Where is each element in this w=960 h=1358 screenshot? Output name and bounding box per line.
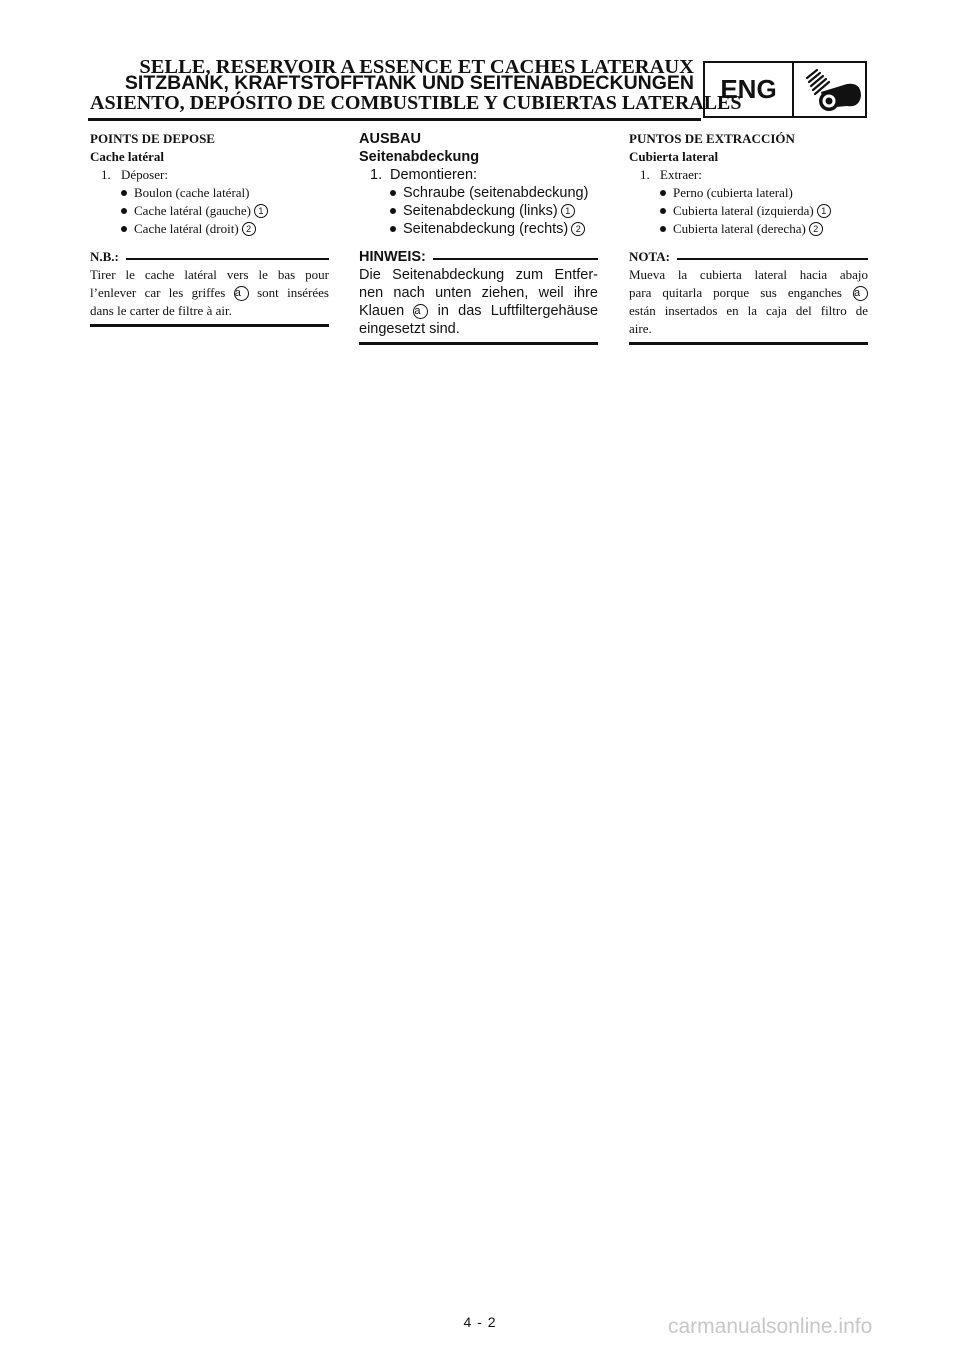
note-header: NOTA: <box>629 248 868 266</box>
header-rule <box>88 118 701 121</box>
subsection-title: Cache latéral <box>90 149 165 164</box>
callout-1: 1 <box>254 204 268 218</box>
note-end-rule <box>629 342 868 345</box>
list-item: Cache latéral (droit) 2 <box>90 220 329 238</box>
step-item: 1. Demontieren: <box>370 167 478 183</box>
note-end-rule <box>90 324 329 327</box>
spanish-column <box>629 130 868 345</box>
note-header: HINWEIS: <box>359 248 598 266</box>
list-item: Seitenabdeckung (rechts) 2 <box>359 220 598 238</box>
list-item: Cache latéral (gauche) 1 <box>90 202 329 220</box>
section-title: AUSBAU <box>359 131 422 147</box>
eng-badge <box>703 61 867 118</box>
callout-2: 2 <box>242 222 256 236</box>
list-item: Cubierta lateral (derecha) 2 <box>629 220 868 238</box>
list-item: Schraube (seitenabdeckung) <box>359 184 598 202</box>
watermark: carmanualsonline.info <box>668 1315 873 1338</box>
german-column <box>359 130 598 345</box>
note-body: Mueva la cubierta lateral hacia abajo para quitarla porque sus enganches a están insertados en la caja del filtro de aire. <box>629 267 868 336</box>
subsection-title: Seitenabdeckung <box>359 149 480 165</box>
header-title-de: SITZBANK, KRAFTSTOFFTANK UND SEITENABDECKUNGEN <box>124 72 694 94</box>
note-body: Tirer le cache latéral vers le bas pour l’enlever car les griffes a sont insérées dans le carter de filtre à air. <box>90 267 329 318</box>
list-item: Boulon (cache latéral) <box>90 184 329 202</box>
callout-2: 2 <box>571 222 585 236</box>
callout-a: a <box>413 304 428 319</box>
list-item: Cubierta lateral (izquierda) 1 <box>629 202 868 220</box>
header-title-fr: SELLE, RESERVOIR A ESSENCE ET CACHES LATERAUX <box>139 56 694 78</box>
callout-a: a <box>853 286 868 301</box>
note-body: Die Seitenabdeckung zum Entfer- nen nach unten ziehen, weil ihre Klauen a in das Luftfiltergehäuse eingesetzt sind. <box>359 267 599 337</box>
header-title-es: ASIENTO, DEPÓSITO DE COMBUSTIBLE Y CUBIERTAS LATERALES <box>90 92 742 114</box>
callout-a: a <box>234 286 249 301</box>
callout-1: 1 <box>561 204 575 218</box>
page-number: 4 - 2 <box>463 1314 497 1330</box>
badge-divider <box>792 63 794 116</box>
section-title: POINTS DE DEPOSE <box>90 131 215 146</box>
eng-label: ENG <box>720 74 777 104</box>
note-end-rule <box>359 342 598 345</box>
step-item: 1. Extraer: <box>640 167 702 182</box>
list-item: Seitenabdeckung (links) 1 <box>359 202 598 220</box>
list-item: Perno (cubierta lateral) <box>629 184 868 202</box>
section-title: PUNTOS DE EXTRACCIÓN <box>629 131 795 146</box>
wrench-bolt-icon <box>797 66 865 114</box>
subsection-title: Cubierta lateral <box>629 149 719 164</box>
callout-1: 1 <box>817 204 831 218</box>
note-header: N.B.: <box>90 248 329 266</box>
french-column <box>90 130 329 327</box>
callout-2: 2 <box>809 222 823 236</box>
step-item: 1. Déposer: <box>101 167 168 182</box>
